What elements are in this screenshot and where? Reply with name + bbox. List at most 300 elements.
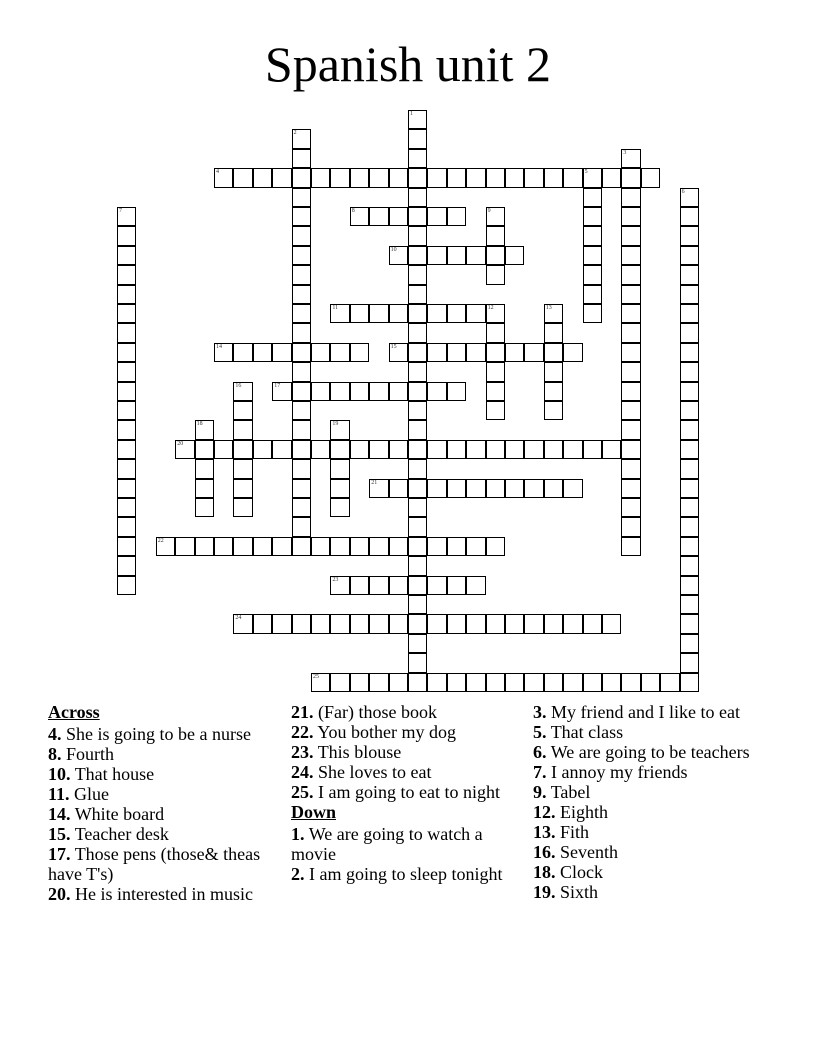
grid-cell[interactable]	[447, 440, 466, 459]
grid-cell[interactable]	[330, 498, 349, 517]
grid-cell[interactable]	[389, 673, 408, 692]
grid-cell[interactable]	[117, 459, 136, 478]
grid-cell[interactable]	[195, 537, 214, 556]
grid-cell[interactable]	[466, 343, 485, 362]
grid-cell[interactable]	[272, 168, 291, 187]
grid-cell[interactable]	[447, 168, 466, 187]
grid-cell[interactable]	[427, 673, 446, 692]
grid-cell[interactable]	[524, 168, 543, 187]
grid-cell[interactable]	[466, 304, 485, 323]
grid-cell[interactable]	[292, 362, 311, 381]
grid-cell[interactable]	[330, 459, 349, 478]
grid-cell[interactable]	[447, 207, 466, 226]
grid-cell[interactable]	[233, 614, 252, 633]
grid-cell[interactable]	[602, 440, 621, 459]
grid-cell[interactable]	[311, 614, 330, 633]
grid-cell[interactable]	[408, 634, 427, 653]
grid-cell[interactable]	[369, 576, 388, 595]
grid-cell[interactable]	[486, 673, 505, 692]
grid-cell[interactable]	[583, 614, 602, 633]
grid-cell[interactable]	[117, 498, 136, 517]
grid-cell[interactable]	[563, 614, 582, 633]
grid-cell[interactable]	[292, 420, 311, 439]
grid-cell[interactable]	[233, 537, 252, 556]
grid-cell[interactable]	[253, 440, 272, 459]
grid-cell[interactable]	[311, 440, 330, 459]
grid-cell[interactable]	[544, 323, 563, 342]
grid-cell[interactable]	[233, 343, 252, 362]
grid-cell[interactable]	[292, 265, 311, 284]
grid-cell[interactable]	[292, 149, 311, 168]
grid-cell[interactable]	[427, 537, 446, 556]
grid-cell[interactable]	[195, 420, 214, 439]
grid-cell[interactable]	[408, 129, 427, 148]
grid-cell[interactable]	[583, 440, 602, 459]
grid-cell[interactable]	[427, 576, 446, 595]
grid-cell[interactable]	[117, 420, 136, 439]
grid-cell[interactable]	[292, 188, 311, 207]
grid-cell[interactable]	[427, 479, 446, 498]
grid-cell[interactable]	[117, 576, 136, 595]
grid-cell[interactable]	[621, 323, 640, 342]
grid-cell[interactable]	[544, 304, 563, 323]
grid-cell[interactable]	[408, 673, 427, 692]
grid-cell[interactable]	[505, 168, 524, 187]
grid-cell[interactable]	[621, 479, 640, 498]
grid-cell[interactable]	[408, 479, 427, 498]
grid-cell[interactable]	[621, 188, 640, 207]
grid-cell[interactable]	[369, 168, 388, 187]
grid-cell[interactable]	[292, 498, 311, 517]
grid-cell[interactable]	[117, 343, 136, 362]
grid-cell[interactable]	[680, 576, 699, 595]
grid-cell[interactable]	[680, 304, 699, 323]
grid-cell[interactable]	[408, 517, 427, 536]
grid-cell[interactable]	[602, 168, 621, 187]
grid-cell[interactable]	[680, 673, 699, 692]
grid-cell[interactable]	[369, 382, 388, 401]
grid-cell[interactable]	[427, 343, 446, 362]
grid-cell[interactable]	[486, 246, 505, 265]
grid-cell[interactable]	[195, 440, 214, 459]
grid-cell[interactable]	[486, 304, 505, 323]
grid-cell[interactable]	[389, 343, 408, 362]
grid-cell[interactable]	[330, 420, 349, 439]
grid-cell[interactable]	[680, 382, 699, 401]
grid-cell[interactable]	[408, 226, 427, 245]
grid-cell[interactable]	[350, 343, 369, 362]
grid-cell[interactable]	[680, 207, 699, 226]
grid-cell[interactable]	[544, 614, 563, 633]
grid-cell[interactable]	[621, 149, 640, 168]
grid-cell[interactable]	[466, 168, 485, 187]
grid-cell[interactable]	[330, 576, 349, 595]
grid-cell[interactable]	[408, 285, 427, 304]
grid-cell[interactable]	[641, 673, 660, 692]
grid-cell[interactable]	[408, 149, 427, 168]
grid-cell[interactable]	[680, 246, 699, 265]
grid-cell[interactable]	[563, 440, 582, 459]
grid-cell[interactable]	[330, 343, 349, 362]
grid-cell[interactable]	[389, 576, 408, 595]
grid-cell[interactable]	[369, 304, 388, 323]
grid-cell[interactable]	[175, 440, 194, 459]
grid-cell[interactable]	[292, 129, 311, 148]
grid-cell[interactable]	[175, 537, 194, 556]
grid-cell[interactable]	[408, 440, 427, 459]
grid-cell[interactable]	[292, 459, 311, 478]
grid-cell[interactable]	[292, 401, 311, 420]
grid-cell[interactable]	[311, 168, 330, 187]
grid-cell[interactable]	[292, 323, 311, 342]
grid-cell[interactable]	[680, 343, 699, 362]
grid-cell[interactable]	[408, 304, 427, 323]
grid-cell[interactable]	[524, 673, 543, 692]
grid-cell[interactable]	[621, 498, 640, 517]
grid-cell[interactable]	[408, 343, 427, 362]
grid-cell[interactable]	[583, 226, 602, 245]
grid-cell[interactable]	[272, 440, 291, 459]
grid-cell[interactable]	[330, 673, 349, 692]
grid-cell[interactable]	[117, 537, 136, 556]
grid-cell[interactable]	[117, 479, 136, 498]
grid-cell[interactable]	[505, 343, 524, 362]
grid-cell[interactable]	[117, 323, 136, 342]
grid-cell[interactable]	[447, 614, 466, 633]
grid-cell[interactable]	[408, 537, 427, 556]
grid-cell[interactable]	[680, 401, 699, 420]
grid-cell[interactable]	[486, 168, 505, 187]
grid-cell[interactable]	[486, 265, 505, 284]
grid-cell[interactable]	[621, 537, 640, 556]
grid-cell[interactable]	[544, 479, 563, 498]
grid-cell[interactable]	[524, 614, 543, 633]
grid-cell[interactable]	[466, 673, 485, 692]
grid-cell[interactable]	[466, 246, 485, 265]
grid-cell[interactable]	[253, 537, 272, 556]
grid-cell[interactable]	[117, 285, 136, 304]
grid-cell[interactable]	[602, 673, 621, 692]
grid-cell[interactable]	[195, 498, 214, 517]
grid-cell[interactable]	[563, 673, 582, 692]
grid-cell[interactable]	[544, 362, 563, 381]
grid-cell[interactable]	[292, 517, 311, 536]
grid-cell[interactable]	[621, 304, 640, 323]
grid-cell[interactable]	[272, 343, 291, 362]
grid-cell[interactable]	[350, 207, 369, 226]
grid-cell[interactable]	[408, 595, 427, 614]
grid-cell[interactable]	[350, 673, 369, 692]
grid-cell[interactable]	[330, 614, 349, 633]
grid-cell[interactable]	[389, 168, 408, 187]
grid-cell[interactable]	[427, 304, 446, 323]
grid-cell[interactable]	[253, 343, 272, 362]
grid-cell[interactable]	[427, 246, 446, 265]
grid-cell[interactable]	[544, 440, 563, 459]
grid-cell[interactable]	[117, 226, 136, 245]
grid-cell[interactable]	[117, 304, 136, 323]
grid-cell[interactable]	[330, 382, 349, 401]
grid-cell[interactable]	[117, 265, 136, 284]
grid-cell[interactable]	[505, 614, 524, 633]
grid-cell[interactable]	[427, 614, 446, 633]
grid-cell[interactable]	[292, 343, 311, 362]
grid-cell[interactable]	[447, 537, 466, 556]
grid-cell[interactable]	[408, 323, 427, 342]
grid-cell[interactable]	[680, 634, 699, 653]
grid-cell[interactable]	[292, 440, 311, 459]
grid-cell[interactable]	[583, 188, 602, 207]
grid-cell[interactable]	[253, 614, 272, 633]
grid-cell[interactable]	[408, 653, 427, 672]
grid-cell[interactable]	[389, 304, 408, 323]
grid-cell[interactable]	[311, 382, 330, 401]
grid-cell[interactable]	[389, 207, 408, 226]
grid-cell[interactable]	[621, 362, 640, 381]
grid-cell[interactable]	[524, 343, 543, 362]
grid-cell[interactable]	[389, 246, 408, 265]
grid-cell[interactable]	[680, 498, 699, 517]
grid-cell[interactable]	[292, 479, 311, 498]
grid-cell[interactable]	[447, 576, 466, 595]
grid-cell[interactable]	[214, 168, 233, 187]
grid-cell[interactable]	[389, 537, 408, 556]
grid-cell[interactable]	[389, 440, 408, 459]
grid-cell[interactable]	[330, 168, 349, 187]
grid-cell[interactable]	[680, 440, 699, 459]
grid-cell[interactable]	[408, 188, 427, 207]
grid-cell[interactable]	[350, 614, 369, 633]
grid-cell[interactable]	[311, 537, 330, 556]
grid-cell[interactable]	[389, 382, 408, 401]
grid-cell[interactable]	[563, 479, 582, 498]
grid-cell[interactable]	[408, 265, 427, 284]
grid-cell[interactable]	[680, 226, 699, 245]
grid-cell[interactable]	[272, 614, 291, 633]
grid-cell[interactable]	[369, 440, 388, 459]
grid-cell[interactable]	[583, 168, 602, 187]
grid-cell[interactable]	[466, 440, 485, 459]
grid-cell[interactable]	[466, 614, 485, 633]
grid-cell[interactable]	[447, 343, 466, 362]
grid-cell[interactable]	[505, 479, 524, 498]
grid-cell[interactable]	[447, 479, 466, 498]
grid-cell[interactable]	[544, 673, 563, 692]
grid-cell[interactable]	[408, 382, 427, 401]
grid-cell[interactable]	[292, 285, 311, 304]
grid-cell[interactable]	[233, 401, 252, 420]
grid-cell[interactable]	[408, 614, 427, 633]
grid-cell[interactable]	[311, 673, 330, 692]
grid-cell[interactable]	[466, 576, 485, 595]
grid-cell[interactable]	[156, 537, 175, 556]
grid-cell[interactable]	[486, 343, 505, 362]
grid-cell[interactable]	[544, 168, 563, 187]
grid-cell[interactable]	[350, 576, 369, 595]
grid-cell[interactable]	[195, 459, 214, 478]
grid-cell[interactable]	[563, 168, 582, 187]
grid-cell[interactable]	[117, 440, 136, 459]
grid-cell[interactable]	[408, 420, 427, 439]
grid-cell[interactable]	[486, 401, 505, 420]
grid-cell[interactable]	[214, 537, 233, 556]
grid-cell[interactable]	[660, 673, 679, 692]
grid-cell[interactable]	[214, 440, 233, 459]
grid-cell[interactable]	[621, 343, 640, 362]
grid-cell[interactable]	[583, 265, 602, 284]
grid-cell[interactable]	[408, 110, 427, 129]
grid-cell[interactable]	[602, 614, 621, 633]
grid-cell[interactable]	[350, 168, 369, 187]
grid-cell[interactable]	[350, 440, 369, 459]
grid-cell[interactable]	[389, 614, 408, 633]
grid-cell[interactable]	[427, 168, 446, 187]
grid-cell[interactable]	[427, 207, 446, 226]
grid-cell[interactable]	[292, 246, 311, 265]
grid-cell[interactable]	[233, 498, 252, 517]
grid-cell[interactable]	[233, 382, 252, 401]
grid-cell[interactable]	[369, 673, 388, 692]
grid-cell[interactable]	[253, 168, 272, 187]
grid-cell[interactable]	[680, 653, 699, 672]
grid-cell[interactable]	[369, 614, 388, 633]
grid-cell[interactable]	[524, 479, 543, 498]
grid-cell[interactable]	[680, 614, 699, 633]
grid-cell[interactable]	[680, 188, 699, 207]
grid-cell[interactable]	[524, 440, 543, 459]
grid-cell[interactable]	[544, 343, 563, 362]
grid-cell[interactable]	[408, 556, 427, 575]
grid-cell[interactable]	[447, 304, 466, 323]
grid-cell[interactable]	[621, 459, 640, 478]
grid-cell[interactable]	[486, 440, 505, 459]
grid-cell[interactable]	[621, 401, 640, 420]
grid-cell[interactable]	[233, 420, 252, 439]
grid-cell[interactable]	[292, 382, 311, 401]
grid-cell[interactable]	[621, 168, 640, 187]
grid-cell[interactable]	[408, 362, 427, 381]
grid-cell[interactable]	[292, 226, 311, 245]
grid-cell[interactable]	[233, 479, 252, 498]
grid-cell[interactable]	[272, 537, 291, 556]
grid-cell[interactable]	[369, 537, 388, 556]
grid-cell[interactable]	[408, 498, 427, 517]
grid-cell[interactable]	[621, 246, 640, 265]
grid-cell[interactable]	[621, 207, 640, 226]
grid-cell[interactable]	[563, 343, 582, 362]
grid-cell[interactable]	[486, 479, 505, 498]
grid-cell[interactable]	[311, 343, 330, 362]
grid-cell[interactable]	[233, 440, 252, 459]
grid-cell[interactable]	[680, 265, 699, 284]
grid-cell[interactable]	[408, 576, 427, 595]
grid-cell[interactable]	[330, 440, 349, 459]
grid-cell[interactable]	[350, 537, 369, 556]
grid-cell[interactable]	[408, 459, 427, 478]
grid-cell[interactable]	[583, 285, 602, 304]
grid-cell[interactable]	[292, 168, 311, 187]
grid-cell[interactable]	[486, 323, 505, 342]
grid-cell[interactable]	[466, 537, 485, 556]
grid-cell[interactable]	[292, 304, 311, 323]
grid-cell[interactable]	[544, 382, 563, 401]
grid-cell[interactable]	[486, 362, 505, 381]
grid-cell[interactable]	[583, 304, 602, 323]
grid-cell[interactable]	[486, 614, 505, 633]
grid-cell[interactable]	[486, 207, 505, 226]
grid-cell[interactable]	[117, 556, 136, 575]
grid-cell[interactable]	[427, 440, 446, 459]
grid-cell[interactable]	[292, 614, 311, 633]
grid-cell[interactable]	[621, 673, 640, 692]
grid-cell[interactable]	[680, 537, 699, 556]
grid-cell[interactable]	[583, 673, 602, 692]
grid-cell[interactable]	[583, 246, 602, 265]
grid-cell[interactable]	[447, 382, 466, 401]
grid-cell[interactable]	[408, 401, 427, 420]
grid-cell[interactable]	[214, 343, 233, 362]
grid-cell[interactable]	[369, 207, 388, 226]
grid-cell[interactable]	[195, 479, 214, 498]
grid-cell[interactable]	[621, 382, 640, 401]
grid-cell[interactable]	[505, 673, 524, 692]
grid-cell[interactable]	[272, 382, 291, 401]
grid-cell[interactable]	[233, 459, 252, 478]
grid-cell[interactable]	[505, 440, 524, 459]
grid-cell[interactable]	[292, 537, 311, 556]
grid-cell[interactable]	[486, 537, 505, 556]
grid-cell[interactable]	[369, 479, 388, 498]
grid-cell[interactable]	[621, 285, 640, 304]
grid-cell[interactable]	[680, 556, 699, 575]
grid-cell[interactable]	[621, 420, 640, 439]
grid-cell[interactable]	[292, 207, 311, 226]
grid-cell[interactable]	[621, 440, 640, 459]
grid-cell[interactable]	[117, 382, 136, 401]
grid-cell[interactable]	[466, 479, 485, 498]
grid-cell[interactable]	[680, 420, 699, 439]
grid-cell[interactable]	[505, 246, 524, 265]
grid-cell[interactable]	[350, 304, 369, 323]
grid-cell[interactable]	[680, 362, 699, 381]
grid-cell[interactable]	[680, 595, 699, 614]
grid-cell[interactable]	[117, 246, 136, 265]
grid-cell[interactable]	[486, 382, 505, 401]
grid-cell[interactable]	[350, 382, 369, 401]
grid-cell[interactable]	[117, 207, 136, 226]
grid-cell[interactable]	[486, 226, 505, 245]
grid-cell[interactable]	[330, 479, 349, 498]
grid-cell[interactable]	[641, 168, 660, 187]
grid-cell[interactable]	[427, 382, 446, 401]
grid-cell[interactable]	[680, 479, 699, 498]
grid-cell[interactable]	[233, 168, 252, 187]
grid-cell[interactable]	[117, 362, 136, 381]
grid-cell[interactable]	[583, 207, 602, 226]
grid-cell[interactable]	[621, 265, 640, 284]
grid-cell[interactable]	[680, 323, 699, 342]
grid-cell[interactable]	[621, 517, 640, 536]
grid-cell[interactable]	[408, 168, 427, 187]
grid-cell[interactable]	[117, 401, 136, 420]
grid-cell[interactable]	[408, 246, 427, 265]
grid-cell[interactable]	[621, 226, 640, 245]
grid-cell[interactable]	[447, 246, 466, 265]
grid-cell[interactable]	[544, 401, 563, 420]
grid-cell[interactable]	[447, 673, 466, 692]
grid-cell[interactable]	[680, 517, 699, 536]
grid-cell[interactable]	[680, 459, 699, 478]
